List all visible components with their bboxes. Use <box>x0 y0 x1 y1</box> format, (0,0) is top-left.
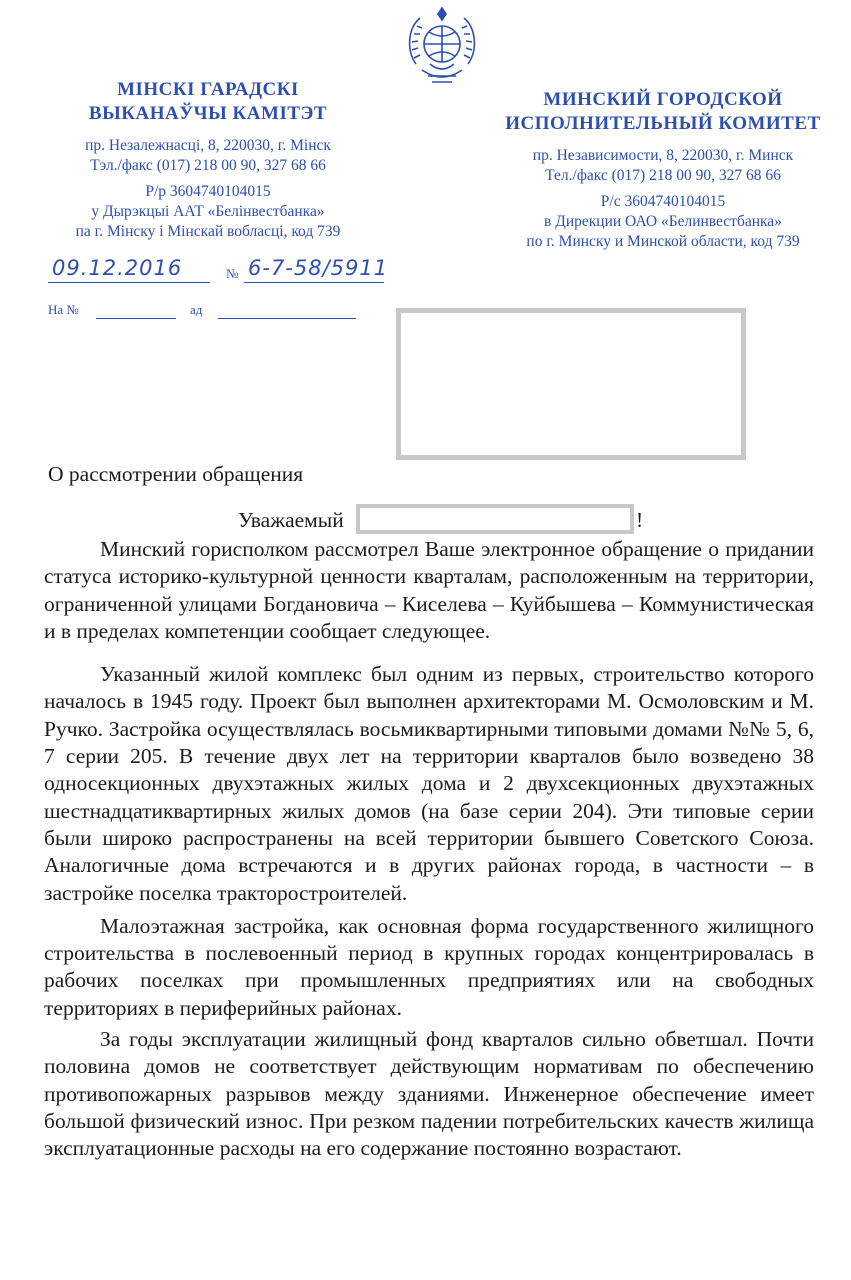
org-name-line-2: ИСПОЛНИТЕЛЬНЫЙ КОМИТЕТ <box>505 113 821 134</box>
org-phone: Тэл./факс (017) 218 00 90, 327 68 66 <box>90 157 326 174</box>
letter-subject: О рассмотрении обращения <box>48 462 304 486</box>
paragraph: Указанный жилой комплекс был одним из первых, строительство которого началось в 1945 году. Проект был выполнен архитекторами М. Осмоловским и М. Ручко. Застройка осуществлялась восьмиквартирными типовыми домами №№ 5, 6, 7 серии 205. В течение двух лет на территории кварталов было возведено 38 односекционных двухэтажных жилых дома и 2 двухсекционных двухэтажных шестнадцатиквартирных жилых домов (на базе серии 204). Эти типовые серии были широко распространены на всей территории бывшего Советского Союза. Аналогичные дома встречаются и в других районах города, в частности – в застройке поселка тракторостроителей. <box>44 662 814 905</box>
letterhead-russian <box>488 88 838 252</box>
org-address: пр. Незалежнасці, 8, 220030, г. Мінск <box>85 137 331 154</box>
from-label: ад <box>190 302 203 317</box>
redacted-recipient-box <box>396 308 746 460</box>
paragraph: Малоэтажная застройка, как основная форма государственного жилищного строительства в послевоенный период в крупных городах концентрировалась в рабочих поселках при промышленных предприятиях или на свободных территориях в периферийных районах. <box>44 913 814 1020</box>
on-number-label: На № <box>48 302 79 317</box>
org-address: пр. Независимости, 8, 220030, г. Минск <box>532 147 794 164</box>
org-account: Р/р 3604740104015 <box>145 183 271 200</box>
letter-body <box>44 536 814 1163</box>
org-name-line-1: МІНСКІ ГАРАДСКІ <box>117 79 299 100</box>
letter-number: 6-7-58/5911 <box>248 256 389 280</box>
letter-date: 09.12.2016 <box>52 256 183 280</box>
salutation: Уважаемый <box>238 508 344 532</box>
org-name-line-2: ВЫКАНАЎЧЫ КАМІТЭТ <box>88 103 328 124</box>
org-bank-2: по г. Минску и Минской области, код 739 <box>526 233 800 250</box>
paragraph: Минский горисполком рассмотрел Ваше электронное обращение о придании статуса историко-культурной ценности кварталам, расположенным на территории, ограниченной улицами Богдановича – Киселева – Куйбышева – Коммунистическая и в пределах компетенции сообщает следующее. <box>44 537 814 643</box>
org-bank-2: па г. Мінску і Мінскай вобласці, код 739 <box>75 223 341 240</box>
org-name-line-1: МИНСКИЙ ГОРОДСКОЙ <box>543 89 783 110</box>
salutation-end: ! <box>636 508 644 532</box>
from-underline <box>218 318 356 319</box>
redacted-name-box <box>356 504 634 534</box>
org-bank-1: в Дирекции ОАО «Белинвестбанка» <box>544 213 782 230</box>
date-underline <box>48 282 210 283</box>
letterhead-belarusian <box>38 78 378 242</box>
org-phone: Тел./факс (017) 218 00 90, 327 68 66 <box>545 167 781 184</box>
org-bank-1: у Дырэкцыі ААТ «Белінвестбанка» <box>91 203 325 220</box>
number-underline <box>244 282 384 283</box>
org-account: Р/с 3604740104015 <box>600 193 726 210</box>
on-number-underline <box>96 318 176 319</box>
number-sign: № <box>226 266 239 281</box>
paragraph: За годы эксплуатации жилищный фонд кварталов сильно обветшал. Почти половина домов не соответствует действующим нормативам по обеспечению противопожарных разрывов между зданиями. Инженерное обеспечение имеет большой физический износ. При резком падении потребительских качеств жилища эксплуатационные расходы на его содержание постоянно возрастают. <box>44 1027 814 1161</box>
coat-of-arms-icon <box>402 2 482 88</box>
